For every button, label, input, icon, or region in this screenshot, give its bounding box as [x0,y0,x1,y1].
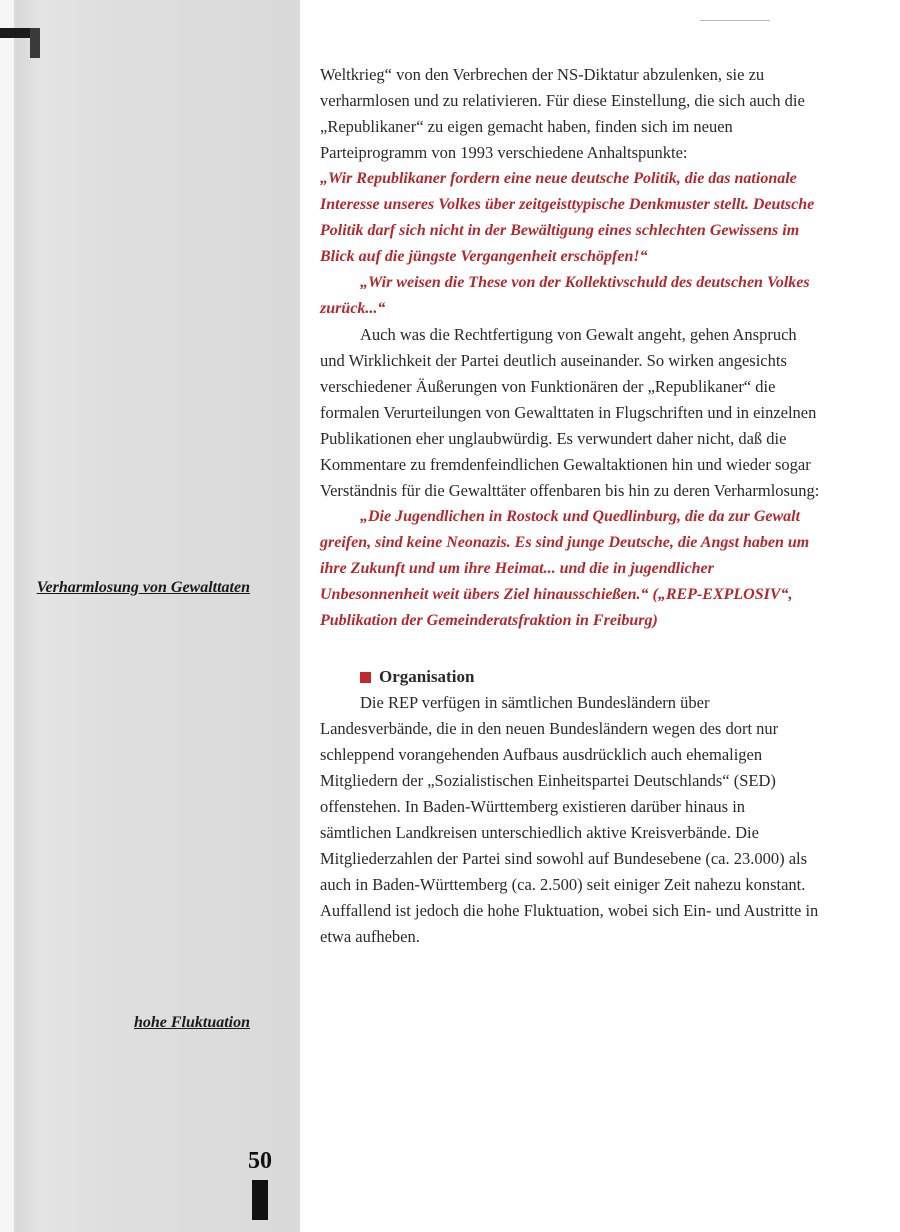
top-rule [700,20,770,21]
marginal-note-verharmlosung: Verharmlosung von Gewalttaten [36,579,250,596]
quote-rep-explosiv: „Die Jugendlichen in Rostock und Quedlinburg, die da zur Gewalt greifen, sind keine Neonazis. Es sind junge Deutsche, die Angst haben um ihre Zukunft und um ihre Heimat... und die in jugendlicher Unbesonnenheit weit übers Ziel hinausschießen.“ („REP-EXPLOSIV“, Publikation der Gemeinderatsfraktion in Freiburg) [320,508,810,629]
square-bullet-icon [360,672,371,683]
corner-mark-vertical [30,28,40,58]
main-text [320,62,820,950]
quote-party-program-2: „Wir weisen die These von der Kollektivschuld des deutschen Volkes zurück...“ [320,274,810,317]
page-spine [0,0,14,1232]
marginal-note-fluktuation: hohe Fluktuation [133,1014,250,1031]
paragraph-organisation: Die REP verfügen in sämtlichen Bundesländern über Landesverbände, die in den neuen Bundesländern wegen des dort nur schleppend vorangehenden Aufbaus ausdrücklich auch ehemaligen Mitgliedern der „Sozialistischen Einheitspartei Deutschlands“ (SED) offenstehen. In Baden-Württemberg existieren darüber hinaus in sämtlichen Landkreisen unterschiedlich aktive Kreisverbände. Die Mitgliederzahlen der Partei sind sowohl auf Bundesebene (ca. 23.000) als auch in Baden-Württemberg (ca. 2.500) seit einiger Zeit nahezu konstant. Auffallend ist jedoch die hohe Fluktuation, wobei sich Ein- und Austritte in etwa aufheben. [320,693,819,946]
paragraph-intro: Weltkrieg“ von den Verbrechen der NS-Diktatur abzulenken, sie zu verharmlosen und zu relativieren. Für diese Einstellung, die sich auch die „Republikaner“ zu eigen gemacht haben, finden sich im neuen Parteiprogramm von 1993 verschiedene Anhaltspunkte: [320,65,805,162]
margin-column [0,0,300,1232]
section-heading [320,664,820,690]
quote-party-program-1: „Wir Republikaner fordern eine neue deutsche Politik, die das nationale Interesse unseres Volkes über zeitgeisttypische Denkmuster stellt. Deutsche Politik darf sich nicht in der Bewältigung eines schlechten Gewissens im Blick auf die jüngste Vergangenheit erschöpfen!“ [320,170,815,265]
paragraph-violence: Auch was die Rechtfertigung von Gewalt angeht, gehen Anspruch und Wirklichkeit der Partei deutlich auseinander. So wirken angesichts verschiedener Äußerungen von Funktionären der „Republikaner“ die formalen Verurteilungen von Gewalttaten in Flugschriften und in einzelnen Publikationen eher unglaubwürdig. Es verwundert daher nicht, daß die Kommentare zu fremdenfeindlichen Gewaltaktionen hin und wieder sogar Verständnis für die Gewalttäter offenbaren bis hin zu deren Verharmlosung: [320,325,820,500]
section-heading-label: Organisation [379,667,475,686]
page-number: 50 [248,1148,272,1174]
page-number-bar [252,1180,268,1220]
